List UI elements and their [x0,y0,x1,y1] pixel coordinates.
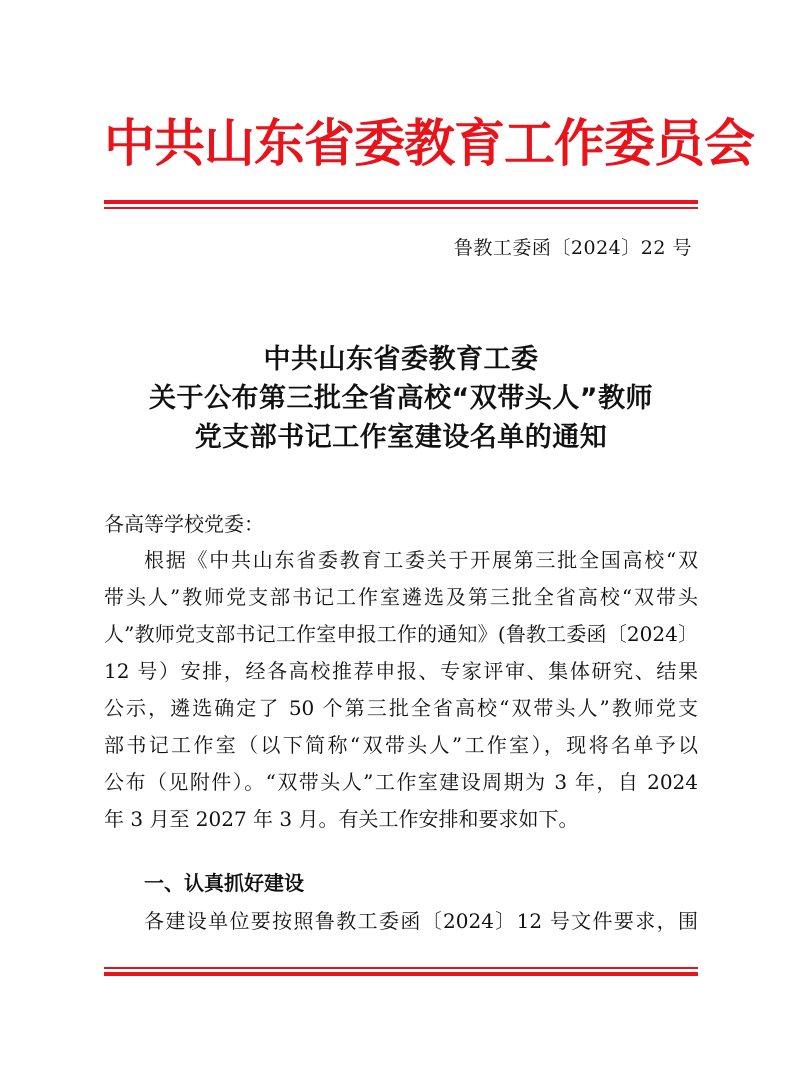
footer-red-rule-thick [104,972,698,976]
header-red-rule-thin [104,207,698,209]
title-line-2: 关于公布第三批全省高校“双带头人”教师 [149,383,653,414]
body-line: 公布（见附件）。“双带头人”工作室建设周期为 3 年，自 2024 [104,770,698,794]
body-line: 带头人”教师党支部书记工作室遴选及第三批全省高校“双带头 [104,585,698,609]
title-line-1: 中共山东省委教育工委 [263,344,539,375]
header-red-rule-thick [104,200,698,204]
section-heading: 一、认真抓好建设 [144,871,304,895]
section-text: 各建设单位要按照鲁教工委函〔2024〕12 号文件要求，围 [144,909,698,933]
body-line: 公示，遴选确定了 50 个第三批全省高校“双带头人”教师党支 [104,696,698,720]
body-line: 年 3 月至 2027 年 3 月。有关工作安排和要求如下。 [104,807,579,831]
document-title [104,340,698,457]
masthead-title: 中共山东省委教育工作委员会 [104,115,755,174]
body-line: 人”教师党支部书记工作室申报工作的通知》(鲁教工委函〔2024〕 [104,622,698,646]
title-line-3: 党支部书记工作室建设名单的通知 [194,422,608,453]
body-line: 根据《中共山东省委教育工委关于开展第三批全国高校“双 [144,548,698,572]
footer-red-rule-thin [104,967,698,969]
body-paragraph [104,542,698,838]
body-line: 部书记工作室（以下简称“双带头人”工作室），现将名单予以 [104,733,698,757]
document-number: 鲁教工委函〔2024〕22 号 [453,237,692,259]
body-line: 12 号）安排，经各高校推荐申报、专家评审、集体研究、结果 [104,659,698,683]
salutation: 各高等学校党委： [104,512,264,536]
